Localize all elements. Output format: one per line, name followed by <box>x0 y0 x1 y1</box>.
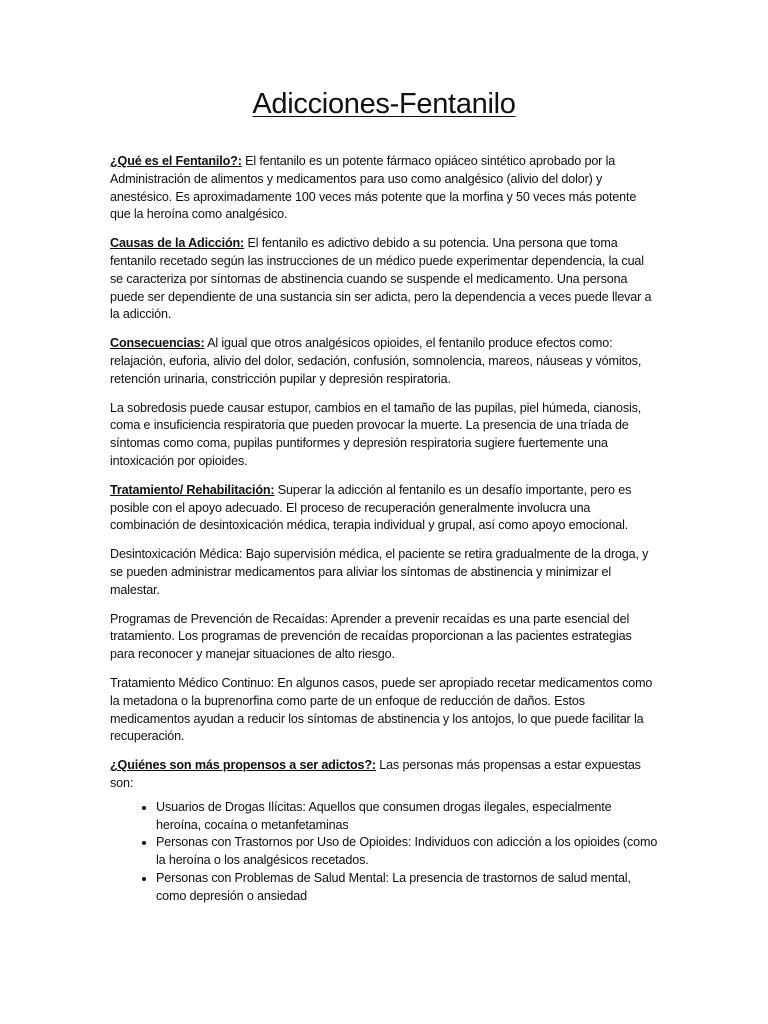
list-item: • Personas con Problemas de Salud Mental: La presencia de trastornos de salud mental, como depresión o ansiedad <box>156 870 658 906</box>
text-tratamiento: Superar la adicción al fentanilo es un desafío importante, pero es posible con el apoyo adecuado. El proceso de recuperación generalmente involucra una combinación de desintoxicación médica, terapia individual y grupal, así como apoyo emocional. <box>110 482 632 533</box>
text-causas: El fentanilo es adictivo debido a su potencia. Una persona que toma fentanilo recetado según las instrucciones de un médico puede experimentar dependencia, la cual se caracteriza por síntomas de abstinencia cuando se suspende el medicamento. Una persona puede ser dependiente de una sustancia sin ser adicta, pero la dependencia a veces puede llevar a la adicción. <box>110 236 652 322</box>
paragraph-tratamiento <box>110 482 658 535</box>
list-item: • Personas con Trastornos por Uso de Opioides: Individuos con adicción a los opioides (como la heroína o los analgésicos recetados. <box>156 834 658 870</box>
heading-causas: Causas de la Adicción: <box>110 236 245 251</box>
paragraph-sobredosis: La sobredosis puede causar estupor, cambios en el tamaño de las pupilas, piel húmeda, cianosis, coma e insuficiencia respiratoria que pueden provocar la muerte. La presencia de una tríada de síntomas como coma, pupilas puntiformes y depresión respiratoria sugiere fuertemente una intoxicación por opioides. <box>110 400 642 468</box>
paragraph-desintoxicacion: Desintoxicación Médica: Bajo supervisión médica, el paciente se retira gradualmente de la droga, y se pueden administrar medicamentos para aliviar los síntomas de abstinencia y minimizar el malestar. <box>110 547 649 597</box>
heading-que-es: ¿Qué es el Fentanilo?: <box>110 154 242 168</box>
heading-consecuencias: Consecuencias: <box>110 336 205 351</box>
list-item: • Usuarios de Drogas Ilícitas: Aquellos que consumen drogas ilegales, especialmente heroína, cocaína o metanfetaminas <box>156 799 658 835</box>
document-title: Adicciones-Fentanilo <box>252 88 516 120</box>
paragraph-que-es <box>110 153 658 224</box>
text-quienes: Las personas más propensas a estar expuestas son: <box>110 758 641 790</box>
paragraph-causas <box>110 235 658 324</box>
heading-tratamiento: Tratamiento/ Rehabilitación: <box>110 482 275 497</box>
paragraph-tratamiento-continuo: Tratamiento Médico Continuo: En algunos casos, puede ser apropiado recetar medicamentos como la metadona o la buprenorfina como parte de un enfoque de reducción de daños. Estos medicamentos ayudan a reducir los síntomas de abstinencia y los antojos, lo que puede facilitar la recuperación. <box>110 675 653 744</box>
text-consecuencias: Al igual que otros analgésicos opioides, el fentanilo produce efectos como: relajación, euforia, alivio del dolor, sedación, confusión, somnolencia, mareos, náuseas y vómitos, retención urinaria, constricción pupilar y depresión respiratoria. <box>110 336 642 386</box>
text-que-es: El fentanilo es un potente fármaco opiáceo sintético aprobado por la Administración de alimentos y medicamentos para uso como analgésico (alivio del dolor) y anestésico. Es aproximadamente 100 veces más potente que la morfina y 50 veces más potente que la heroína como analgésico. <box>110 154 637 222</box>
heading-quienes: ¿Quiénes son más propensos a ser adictos?: <box>110 758 376 773</box>
paragraph-quienes <box>110 757 658 793</box>
paragraph-prevencion: Programas de Prevención de Recaídas: Aprender a prevenir recaídas es una parte esencial del tratamiento. Los programas de prevención de recaídas proporcionan a las pacientes estrategias para reconocer y manejar situaciones de alto riesgo. <box>110 611 632 662</box>
risk-groups-list <box>110 799 658 906</box>
paragraph-consecuencias <box>110 335 658 388</box>
document-page <box>110 88 658 905</box>
